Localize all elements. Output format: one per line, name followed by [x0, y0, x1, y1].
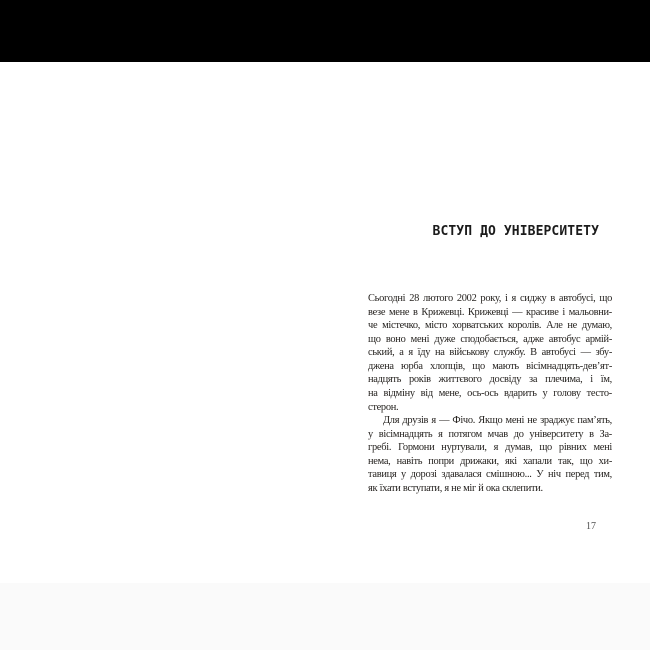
page-number: 17 — [586, 521, 596, 532]
text-line: гребі. Гормони нуртували, я думав, що рівних мені — [368, 442, 612, 454]
text-line: Для друзів я — Фічо. Якщо мені не зраджує пам’ять, — [383, 415, 612, 427]
text-line: Сьогодні 28 лютого 2002 року, і я сиджу в автобусі, що — [368, 293, 612, 304]
text-line: у вісімнадцять я потягом мчав до університету в За- — [368, 428, 612, 440]
text-line: надцять років життєвого досвіду за плечима, і їм, — [368, 374, 612, 386]
text-line: як їхати вступати, я не міг й ока склепити. — [368, 482, 543, 494]
text-line: стерон. — [368, 401, 399, 413]
chapter-title: ВСТУП ДО УНІВЕРСИТЕТУ — [432, 224, 599, 239]
text-line: джена юрба хлопців, що мають вісімнадцять-дев’ят- — [368, 360, 612, 372]
book-page — [0, 62, 650, 583]
text-line: нема, навіть попри дрижаки, які хапали так, що хи- — [368, 455, 612, 467]
text-line: везе мене в Крижевці. Крижевці — красиве і мальовни- — [368, 306, 612, 318]
text-line: що воно мені дуже сподобається, адже автобус армій- — [368, 333, 612, 345]
text-line: ський, а я їду на військову службу. В автобусі — збу- — [368, 347, 612, 359]
body-text — [368, 292, 612, 495]
bottom-background-band — [0, 583, 650, 650]
text-line: че містечко, місто хорватських королів. Але не думаю, — [368, 320, 612, 332]
text-line: тавиця у дорозі здавалася смішною... У ніч перед тим, — [368, 469, 612, 481]
top-letterbox-band — [0, 0, 650, 62]
text-line: на відміну від мене, ось-ось вдарить у голову тесто- — [368, 387, 612, 399]
